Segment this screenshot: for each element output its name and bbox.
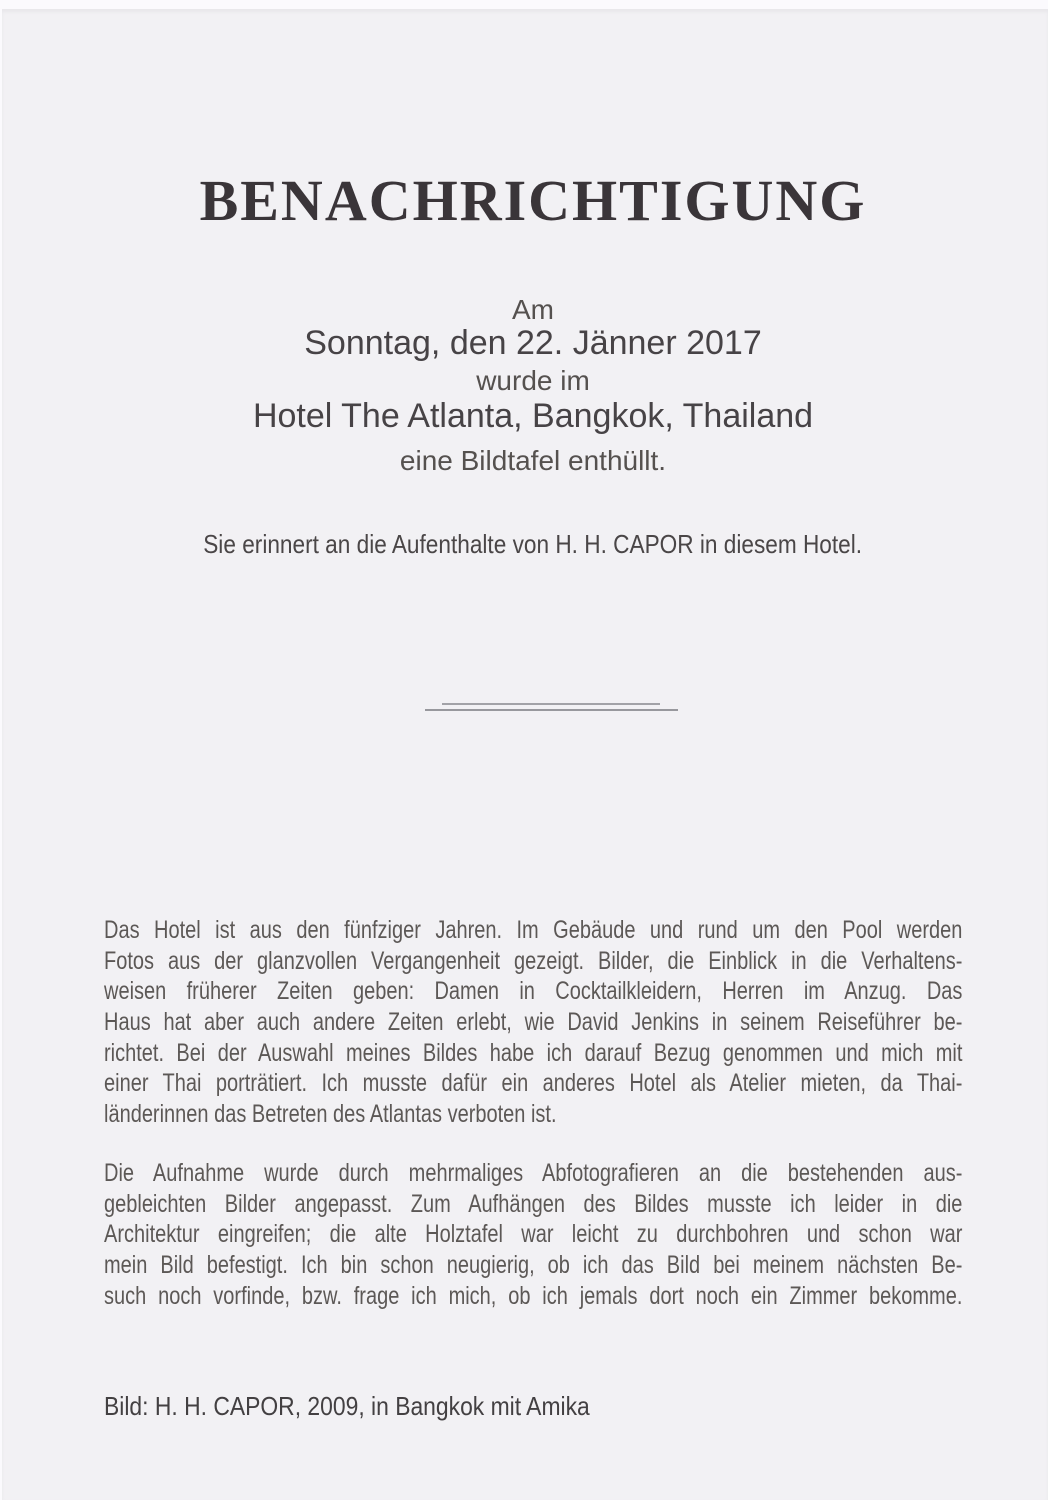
paragraph-1 (104, 915, 962, 1130)
dedication-line (18, 529, 1048, 559)
dedication-text: Sie erinnert an die Aufenthalte von H. H. CAPOR in diesem Hotel. (203, 529, 863, 559)
announcement-intro: Am (512, 294, 554, 325)
body-line: weisen früherer Zeiten geben: Damen in Cocktailkleidern, Herren im Anzug. Das (104, 977, 963, 1006)
photo-caption (104, 1391, 656, 1421)
divider-line-top (442, 703, 660, 705)
notice-title: BENACHRICHTIGUNG (199, 168, 867, 233)
body-line: länderinnen das Betreten des Atlantas verboten ist. (104, 1100, 557, 1129)
body-line: Haus hat aber auch andere Zeiten erlebt, wie David Jenkins in seinem Reiseführer be- (104, 1008, 963, 1037)
notice-content (18, 0, 1048, 1500)
body-line: Das Hotel ist aus den fünfziger Jahren. Im Gebäude und rund um den Pool werden (104, 916, 963, 944)
body-line: gebleichten Bilder angepasst. Zum Aufhängen des Bildes musste ich leider in die (104, 1189, 963, 1218)
announcement-date: Sonntag, den 22. Jänner 2017 (304, 324, 762, 362)
body-line: einer Thai porträtiert. Ich musste dafür ein anderes Hotel als Atelier mieten, da Thai- (104, 1069, 963, 1098)
body-line: richtet. Bei der Auswahl meines Bildes habe ich darauf Bezug genommen und mich mit (104, 1038, 963, 1067)
body-line: Architektur eingreifen; die alte Holztafel war leicht zu durchbohren und schon war (104, 1220, 963, 1249)
body-line: Die Aufnahme wurde durch mehrmaliges Abfotografieren an die bestehenden aus- (104, 1159, 963, 1187)
announcement-event: eine Bildtafel enthüllt. (399, 445, 667, 476)
announcement-connector: wurde im (476, 365, 590, 396)
body-line: such noch vorfinde, bzw. frage ich mich, ob ich jemals dort noch ein Zimmer bekomme. (104, 1281, 963, 1310)
body-line: mein Bild befestigt. Ich bin schon neugierig, ob ich das Bild bei meinem nächsten Be- (104, 1251, 963, 1280)
photo-caption-text: Bild: H. H. CAPOR, 2009, in Bangkok mit Amika (104, 1391, 590, 1421)
body-line: Fotos aus der glanzvollen Vergangenheit gezeigt. Bilder, die Einblick in die Verhaltens- (104, 946, 963, 975)
announcement-venue: Hotel The Atlanta, Bangkok, Thailand (252, 397, 814, 435)
paragraph-2 (104, 1158, 962, 1311)
divider-line-bottom (425, 709, 678, 711)
